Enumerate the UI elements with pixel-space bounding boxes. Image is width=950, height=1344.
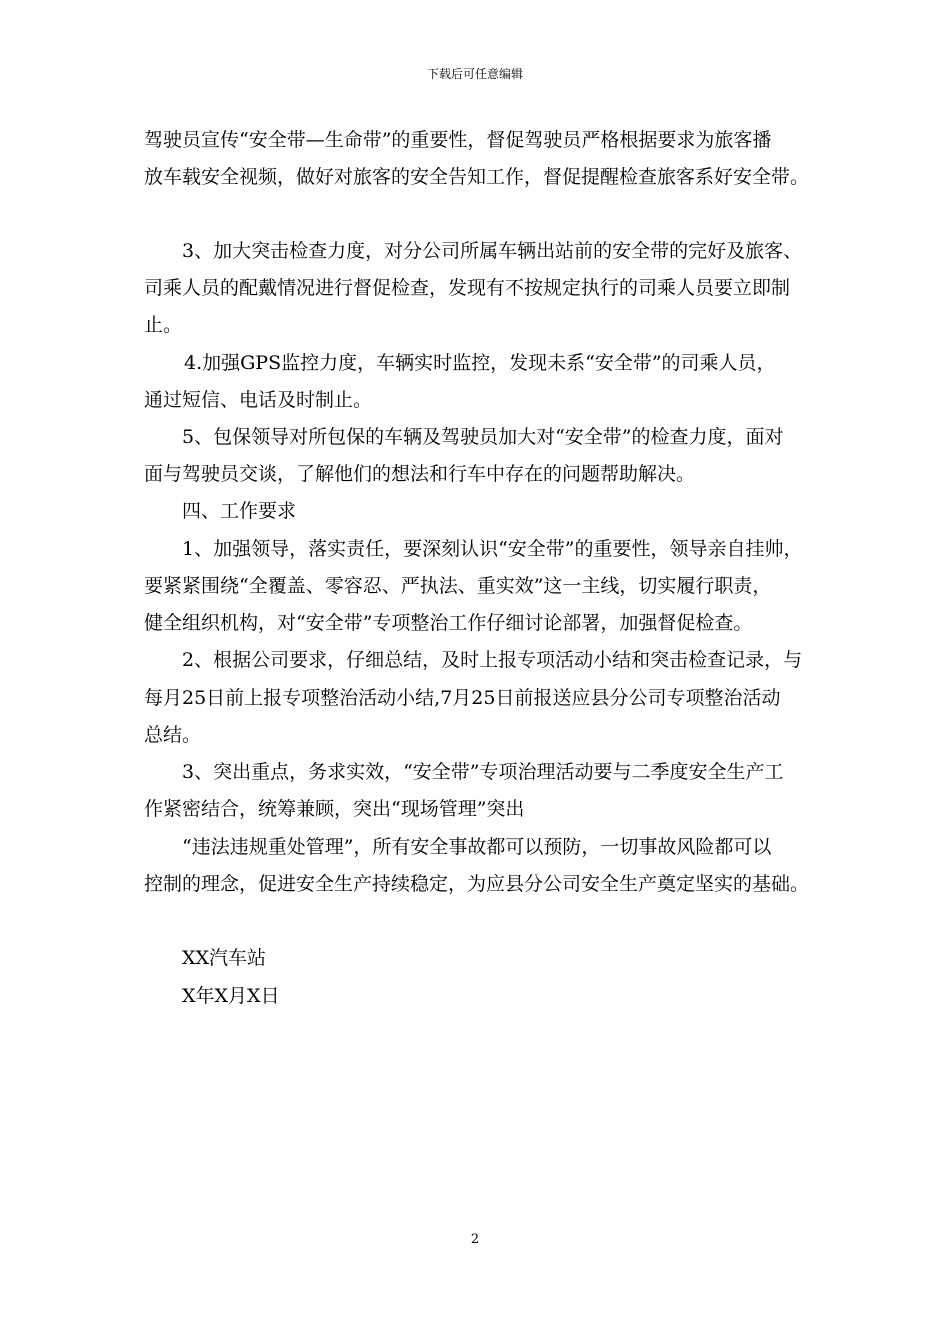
body-line: 控制的理念，促进安全生产持续稳定，为应县分公司安全生产奠定坚实的基础。 (144, 873, 810, 895)
body-line: 1、加强领导，落实责任，要深刻认识“安全带”的重要性，领导亲自挂帅， (182, 538, 803, 560)
body-line: 通过短信、电话及时制止。 (144, 389, 373, 411)
body-line: 总结。 (144, 724, 202, 746)
body-line: 止。 (144, 314, 183, 336)
page-header: 下载后可任意编辑 (426, 67, 523, 81)
page-number: 2 (470, 1232, 480, 1247)
signature-date: X年X月X日 (182, 985, 280, 1007)
body-line: 每月25日前上报专项整治活动小结,7月25日前报送应县分公司专项整治活动 (144, 687, 781, 709)
body-line: 健全组织机构，对“安全带”专项整治工作仔细讨论部署，加强督促检查。 (144, 612, 753, 634)
body-line: 面与驾驶员交谈，了解他们的想法和行车中存在的问题帮助解决。 (144, 463, 696, 485)
body-line: 4.加强GPS监控力度，车辆实时监控，发现未系“安全带”的司乘人员， (184, 352, 776, 374)
body-line: 放车载安全视频，做好对旅客的安全告知工作，督促提醒检查旅客系好安全带。 (144, 166, 810, 188)
body-line: 3、突出重点，务求实效，“安全带”专项治理活动要与二季度安全生产工 (182, 761, 784, 783)
body-line: 驾驶员宣传“安全带—生命带”的重要性，督促驾驶员严格根据要求为旅客播 (144, 129, 772, 151)
body-line: “违法违规重处管理”，所有安全事故都可以预防，一切事故风险都可以 (182, 836, 772, 858)
body-line: 作紧密结合，统筹兼顾，突出“现场管理”突出 (144, 798, 525, 820)
section-heading: 四、工作要求 (182, 500, 297, 522)
body-line: 3、加大突击检查力度，对分公司所属车辆出站前的安全带的完好及旅客、 (182, 240, 803, 262)
body-line: 2、根据公司要求，仔细总结，及时上报专项活动小结和突击检查记录，与 (182, 649, 803, 671)
signature-org: XX汽车站 (182, 947, 267, 969)
body-line: 司乘人员的配戴情况进行督促检查，发现有不按规定执行的司乘人员要立即制 (144, 277, 791, 299)
body-line: 5、包保领导对所包保的车辆及驾驶员加大对“安全带”的检查力度，面对 (182, 426, 784, 448)
body-line: 要紧紧围绕“全覆盖、零容忍、严执法、重实效”这一主线，切实履行职责， (144, 575, 772, 597)
